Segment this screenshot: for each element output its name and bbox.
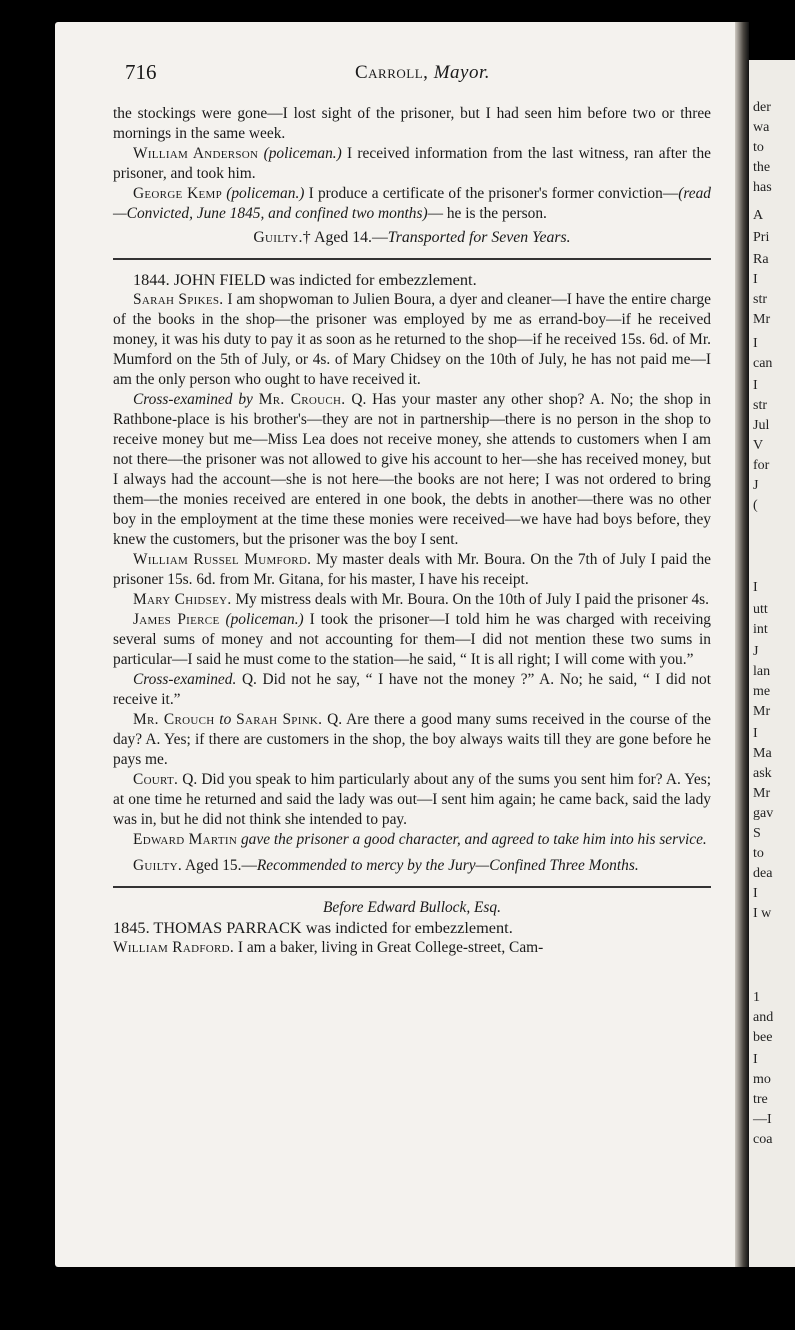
book-gutter — [735, 22, 749, 1267]
verdict-age: Aged 15.— — [185, 857, 257, 874]
running-head-title: Mayor. — [433, 62, 490, 83]
running-head — [355, 62, 490, 84]
right-page-fragment: I — [753, 336, 758, 351]
right-page-fragment: I — [753, 726, 758, 741]
verdict-age: Aged 14.— — [314, 229, 388, 246]
verdict-label: Guilty.† — [253, 229, 311, 246]
witness-name: Edward Martin — [133, 831, 238, 848]
crouch-question — [113, 710, 711, 770]
right-page-fragment: Mr — [753, 786, 771, 801]
verdict-sentence: Transported for Seven Years. — [387, 229, 571, 246]
verdict-2 — [113, 856, 711, 876]
right-page-fragment: to — [753, 140, 764, 155]
case-title: JOHN FIELD was indicted for embezzlement. — [173, 270, 477, 289]
right-page-fragment: str — [753, 398, 767, 413]
testimony-text: I am a baker, living in Great College-street, Cam- — [237, 939, 544, 956]
case-heading — [113, 918, 711, 938]
right-page-fragment: has — [753, 180, 772, 195]
right-page-fragment: to — [753, 846, 764, 861]
page-header — [125, 60, 710, 90]
right-page-fragment: wa — [753, 120, 770, 135]
right-page-fragment: lan — [753, 664, 771, 679]
right-page-fragment: Ra — [753, 252, 769, 267]
character-text: gave the prisoner a good character, and agreed to take him into his service. — [240, 831, 707, 848]
testimony-text: I produce a certificate of the prisoner's former conviction— — [308, 185, 679, 202]
witness-name: Sarah Spink. — [236, 711, 323, 728]
right-page-fragment: S — [753, 826, 761, 841]
right-page-fragment: J — [753, 478, 759, 493]
right-page-fragment: Jul — [753, 418, 770, 433]
testimony-text: I took the prisoner—I told him he was charged with receiving several sums of money and not accounting for them—I did not mention these two sums in particular—I said he must come to the station—he said, “ It is all right; I will come with you.” — [113, 611, 712, 668]
right-page-fragment: ask — [753, 766, 772, 781]
chidsey-testimony — [113, 590, 711, 610]
right-page-fragment: I — [753, 1052, 758, 1067]
cross-examination-2 — [113, 670, 711, 710]
right-page-fragment: coa — [753, 1132, 773, 1147]
court-label: Court. — [133, 771, 179, 788]
pierce-testimony — [113, 610, 711, 670]
read-certificate: (read—Convicted, June 1845, and confined two months) — [113, 185, 711, 222]
right-page-fragment: I — [753, 272, 758, 287]
right-page-fragment: Mr — [753, 312, 771, 327]
right-page-fragment: me — [753, 684, 771, 699]
right-page-fragment: bee — [753, 1030, 773, 1045]
right-page-fragment: der — [753, 100, 771, 115]
testimony-text: My mistress deals with Mr. Boura. On the 10th of July I paid the prisoner 4s. — [235, 591, 709, 608]
verdict-sentence: Recommended to mercy by the Jury—Confined Three Months. — [256, 857, 639, 874]
scan-border — [0, 1267, 795, 1330]
counsel-name: Mr. Crouch — [133, 711, 215, 728]
right-page-fragment: Ma — [753, 746, 772, 761]
witness-name: Sarah Spikes. — [133, 291, 224, 308]
right-page-fragment: tre — [753, 1092, 768, 1107]
testimony-text: I am shopwoman to Julien Boura, a dyer and cleaner—I have the entire charge of the books in the shop—the prisoner was employed by me as errand-boy—if he received money, it was his duty to pay it as soon as he returned to the shop—if he received 15s. 6d. of Mr. Mumford on the 5th of July, or 4s. of Mary Chidsey on the 10th of July, he has not paid me—I am the only person who ought to have received it. — [113, 291, 712, 388]
cross-label: Cross-examined. — [133, 671, 237, 688]
page-number: 716 — [125, 60, 157, 84]
cross-label: Cross-examined by — [133, 391, 253, 408]
section-divider — [113, 886, 711, 888]
right-page-fragment: J — [753, 644, 759, 659]
testimony-text: Q. Did you speak to him particularly about any of the sums you sent him for? A. Yes; at one time he returned and said the lady was out—I sent him again; he came back, said the lady was in, but he did not think she intended to pay. — [113, 771, 711, 828]
testimony-text: My master deals with Mr. Boura. On the 7th of July I paid the prisoner 15s. 6d. from Mr. Gitana, for his master, I have his receipt. — [113, 551, 711, 588]
section-divider — [113, 258, 711, 260]
right-page-fragment: str — [753, 292, 767, 307]
running-head-name: Carroll, — [355, 62, 429, 83]
testimony-text: Q. Did not he say, “ I have not the money ?” A. No; he said, “ I did not receive it.” — [113, 671, 711, 708]
right-page-fragment: can — [753, 356, 773, 371]
page-body — [113, 104, 711, 958]
kemp-testimony — [113, 184, 711, 224]
to-word: to — [219, 711, 232, 728]
cross-examination — [113, 390, 711, 550]
right-page-fragment: dea — [753, 866, 773, 881]
case-number: 1844. — [133, 270, 170, 289]
right-page-fragment: V — [753, 438, 764, 453]
counsel-name: Mr. Crouch. — [258, 391, 346, 408]
right-page-edge — [749, 60, 795, 1270]
right-page-fragment: ( — [753, 498, 758, 513]
judge-line: Before Edward Bullock, Esq. — [323, 899, 501, 916]
continued-testimony: the stockings were gone—I lost sight of the prisoner, but I had seen him before two or three mornings in the same week. — [113, 105, 711, 142]
right-page-fragment: 1 — [753, 990, 760, 1005]
witness-name: William Anderson — [133, 145, 259, 162]
testimony-text: Q. Has your master any other shop? A. No; the shop in Rathbone-place is his brother's—they are not in partnership—there is no person in the shop to receive money but me—Miss Lea does not receive money, she attends to customers when I am not there—the prisoner was not allowed to give his account to her—she has received money, but I always had the account—she is not here—the books are not here; I was not ordered to bring them—the monies received are entered in one book, the debts in another—there was no other boy in the employment at the time these monies were received—we have had boys before, they knew the customers, but the prisoner was the boy I sent. — [113, 391, 711, 548]
witness-name: Mary Chidsey. — [133, 591, 232, 608]
witness-name: William Russel Mumford. — [133, 551, 312, 568]
witness-role: (policeman.) — [263, 145, 342, 162]
spikes-testimony — [113, 290, 711, 390]
witness-name: George Kemp — [133, 185, 222, 202]
radford-testimony — [113, 938, 711, 958]
court-question — [113, 770, 711, 830]
right-page-fragment: for — [753, 458, 770, 473]
witness-name: James Pierce — [133, 611, 220, 628]
testimony-text: Q. Are there a good many sums received in the course of the day? A. Yes; if there are customers in the shop, the boy always waits till they are gone before he pays me. — [113, 711, 711, 768]
witness-role: (policeman.) — [225, 611, 304, 628]
right-page-fragment: A — [753, 208, 764, 223]
right-page-fragment: I — [753, 580, 758, 595]
right-page-fragment: I w — [753, 906, 772, 921]
right-page-fragment: and — [753, 1010, 774, 1025]
mumford-testimony — [113, 550, 711, 590]
witness-name: William Radford. — [113, 939, 235, 956]
before-judge — [113, 898, 711, 918]
testimony-text: — he is the person. — [427, 205, 547, 222]
right-page-fragment: int — [753, 622, 768, 637]
martin-character — [113, 830, 711, 850]
right-page-fragment: Pri — [753, 230, 770, 245]
right-page-fragment: gav — [753, 806, 774, 821]
verdict-label: Guilty. — [133, 857, 183, 874]
right-page-fragment: I — [753, 886, 758, 901]
right-page-fragment: utt — [753, 602, 768, 617]
right-page-fragment: the — [753, 160, 771, 175]
right-page-fragment: Mr — [753, 704, 771, 719]
right-page-fragment: mo — [753, 1072, 771, 1087]
witness-role: (policeman.) — [226, 185, 305, 202]
case-number: 1845. — [113, 918, 150, 937]
anderson-testimony — [113, 144, 711, 184]
case-heading — [113, 270, 711, 290]
testimony-text: I received information from the last witness, ran after the prisoner, and took him. — [113, 145, 711, 182]
verdict — [113, 228, 711, 248]
right-page-fragment: I — [753, 378, 758, 393]
case-title: THOMAS PARRACK was indicted for embezzlement. — [153, 918, 513, 937]
right-page-fragment: —I — [753, 1112, 772, 1127]
